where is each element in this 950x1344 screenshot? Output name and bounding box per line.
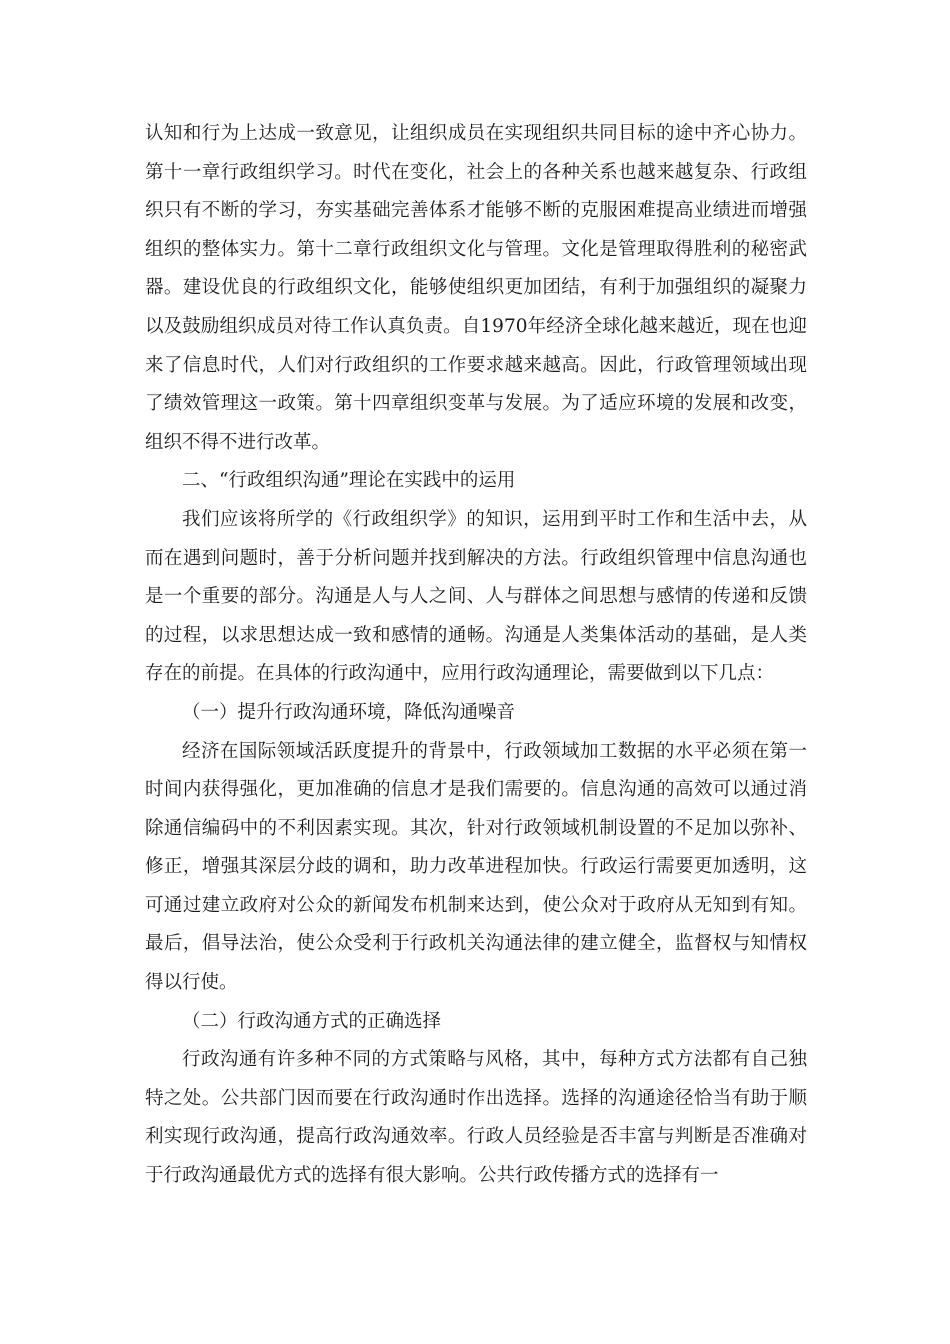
subsection-heading: （一）提升行政沟通环境，降低沟通噪音 [182, 701, 516, 723]
subsection-heading: （二）行政沟通方式的正确选择 [182, 1010, 442, 1032]
paragraph-body: 行政沟通有许多种不同的方式策略与风格，其中，每种方式方法都有自己独特之处。公共部门因而要在行政沟通时作出选择。选择的沟通途径恰当有助于顺利实现行政沟通，提高行政沟通效率。行政人员经验是否丰富与判断是否准确对于行政沟通最优方式的选择有很大影响。公共行政传播方式的选择有一 [145, 1049, 807, 1187]
paragraph-continuation: 认知和行为上达成一致意见，让组织成员在实现组织共同目标的途中齐心协力。第十一章行政组织学习。时代在变化，社会上的各种关系也越来越复杂、行政组织只有不断的学习，夯实基础完善体系才能够不断的克服困难提高业绩进而增强组织的整体实力。第十二章行政组织文化与管理。文化是管理取得胜利的秘密武器。建设优良的行政组织文化，能够使组织更加团结，有利于加强组织的凝聚力以及鼓励组织成员对待工作认真负责。自1970年经济全球化越来越近，现在也迎来了信息时代，人们对行政组织的工作要求越来越高。因此，行政管理领域出现了绩效管理这一政策。第十四章组织变革与发展。为了适应环境的发展和改变，组织不得不进行改革。 [145, 123, 807, 453]
document-body [145, 115, 807, 1196]
paragraph-body: 我们应该将所学的《行政组织学》的知识，运用到平时工作和生活中去，从而在遇到问题时，善于分析问题并找到解决的方法。行政组织管理中信息沟通也是一个重要的部分。沟通是人与人之间、人与群体之间思想与感情的传递和反馈的过程，以求思想达成一致和感情的通畅。沟通是人类集体活动的基础，是人类存在的前提。在具体的行政沟通中，应用行政沟通理论，需要做到以下几点： [145, 508, 807, 685]
paragraph-body: 经济在国际领域活跃度提升的背景中，行政领域加工数据的水平必须在第一时间内获得强化，更加准确的信息才是我们需要的。信息沟通的高效可以通过消除通信编码中的不利因素实现。其次，针对行政领域机制设置的不足加以弥补、修正，增强其深层分歧的调和，助力改革进程加快。行政运行需要更加透明，这可通过建立政府对公众的新闻发布机制来达到，使公众对于政府从无知到有知。最后，倡导法治，使公众受利于行政机关沟通法律的建立健全，监督权与知情权得以行使。 [145, 740, 807, 994]
section-heading: 二、“行政组织沟通”理论在实践中的运用 [182, 470, 516, 492]
